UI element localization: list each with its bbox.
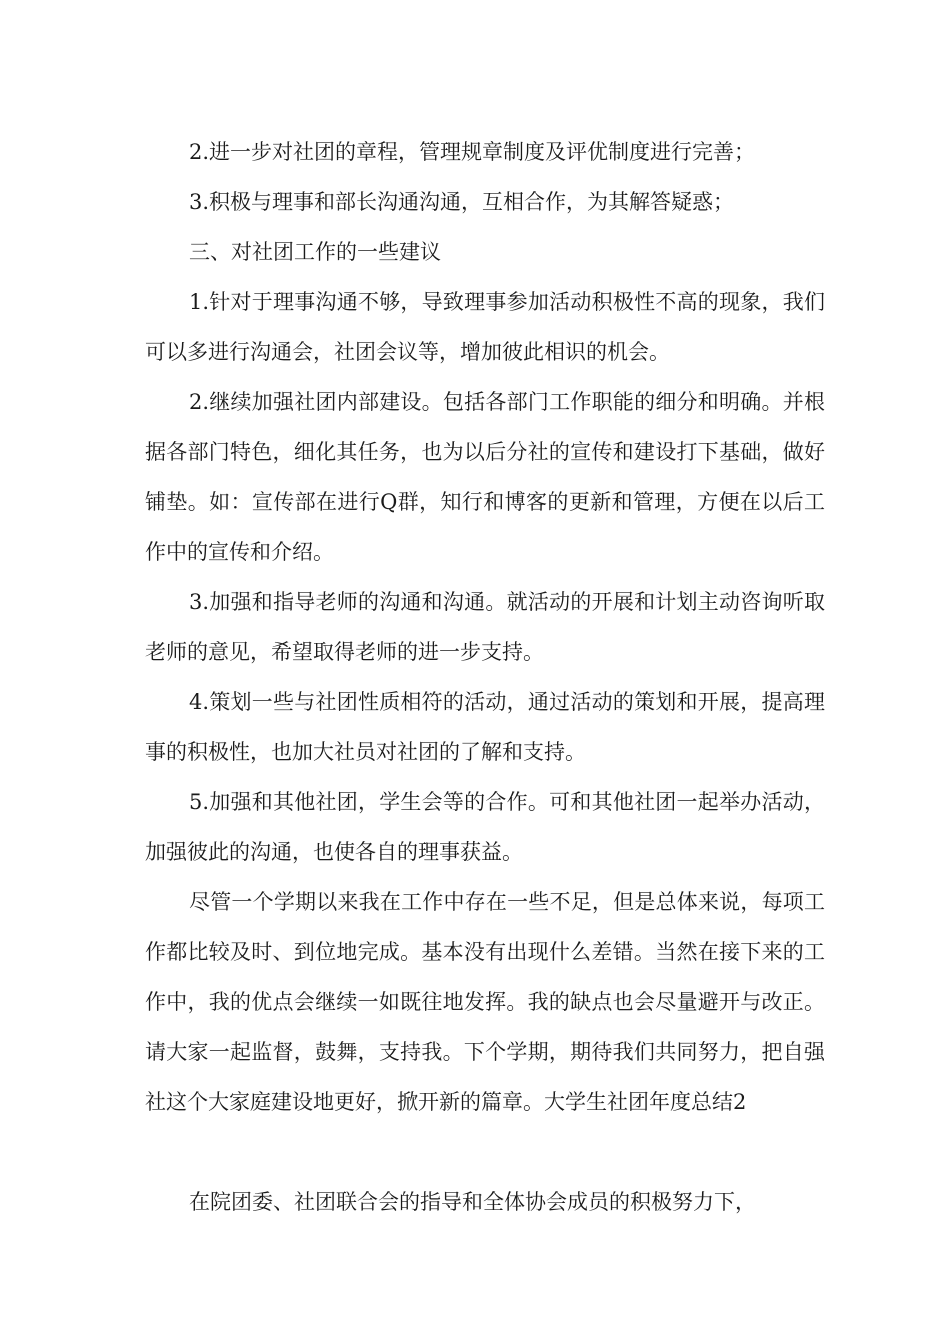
paragraph-suggestion-5: 5.加强和其他社团，学生会等的合作。可和其他社团一起举办活动，加强彼此的沟通，也使各自的理事获益。 xyxy=(145,790,825,864)
paragraph-conclusion: 尽管一个学期以来我在工作中存在一些不足，但是总体来说，每项工作都比较及时、到位地完成。基本没有出现什么差错。当然在接下来的工作中，我的优点会继续一如既往地发挥。我的缺点也会尽量避开与改正。请大家一起监督，鼓舞，支持我。下个学期，期待我们共同努力，把自强社这个大家庭建设地更好，掀开新的篇章。大学生社团年度总结2 xyxy=(145,890,825,1114)
section-heading-suggestions: 三、对社团工作的一些建议 xyxy=(189,240,441,264)
paragraph-improve-charter: 2.进一步对社团的章程，管理规章制度及评优制度进行完善； xyxy=(189,140,756,164)
paragraph-communicate-members: 3.积极与理事和部长沟通沟通，互相合作，为其解答疑惑； xyxy=(189,190,735,214)
paragraph-suggestion-3: 3.加强和指导老师的沟通和沟通。就活动的开展和计划主动咨询听取老师的意见，希望取得老师的进一步支持。 xyxy=(145,590,825,664)
paragraph-summary-2-start: 在院团委、社团联合会的指导和全体协会成员的积极努力下， xyxy=(189,1190,756,1214)
paragraph-suggestion-2: 2.继续加强社团内部建设。包括各部门工作职能的细分和明确。并根据各部门特色，细化其任务，也为以后分社的宣传和建设打下基础，做好铺垫。如：宣传部在进行Q群，知行和博客的更新和管理，方便在以后工作中的宣传和介绍。 xyxy=(145,390,825,564)
paragraph-suggestion-1: 1.针对于理事沟通不够，导致理事参加活动积极性不高的现象，我们可以多进行沟通会，社团会议等，增加彼此相识的机会。 xyxy=(145,290,825,364)
paragraph-suggestion-4: 4.策划一些与社团性质相符的活动，通过活动的策划和开展，提高理事的积极性，也加大社员对社团的了解和支持。 xyxy=(145,690,825,764)
